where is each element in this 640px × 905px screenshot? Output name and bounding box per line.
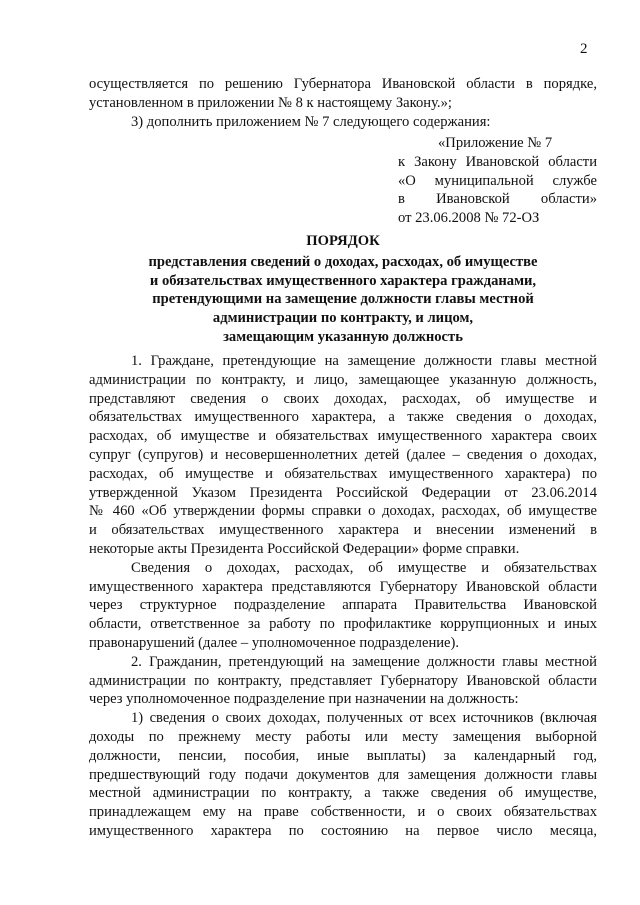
appendix-header: [398, 134, 597, 228]
text-line: 2. Гражданин, претендующий на замещение должности главы местной: [131, 653, 597, 670]
text-line: предшествующий году подачи документов для замещения должности главы: [89, 766, 597, 783]
text-line: имущественного характера по состоянию на первое число месяца,: [89, 822, 597, 839]
text-line: области, ответственное за работу по профилактике коррупционных и иных: [89, 616, 597, 633]
page-number: 2: [580, 41, 588, 57]
subtitle-line: замещающим указанную должность: [223, 328, 463, 345]
text-line: обязательствах имущественного характера, а также сведения о доходах,: [89, 409, 597, 426]
document-title: [89, 232, 597, 347]
text-line: расходах, об имуществе и обязательствах имущественного характера) по: [89, 465, 597, 482]
title-heading: ПОРЯДОК: [306, 233, 380, 249]
subtitle-line: представления сведений о доходах, расходах, об имуществе: [148, 253, 538, 270]
text-line: правонарушений (далее – уполномоченное подразделение).: [89, 634, 460, 651]
intro-text: [89, 75, 597, 131]
text-line: расходах, об имуществе и обязательствах имущественного характера своих: [89, 428, 597, 445]
text-line: Сведения о доходах, расходах, об имуществе и обязательствах: [131, 559, 597, 576]
text-line: должности, пенсии, пособия, иные выплаты) за календарный год,: [89, 747, 597, 764]
text-line: местной администрации по контракту, а также сведения об имуществе,: [89, 785, 597, 802]
text-line: утвержденной Указом Президента Российской Федерации от 23.06.2014: [89, 484, 597, 501]
text-line: через уполномоченное подразделение при назначении на должность:: [89, 691, 519, 708]
text-line: осуществляется по решению Губернатора Ивановской области в порядке,: [89, 76, 597, 92]
text-line: принадлежащем ему на праве собственности, и о своих обязательствах: [89, 804, 597, 821]
text-line: супруг (супругов) и несовершеннолетних детей (далее – сведения о доходах,: [89, 446, 597, 463]
text-line: администрации по контракту, и лицо, замещающее указанную должность,: [89, 371, 597, 388]
appendix-line: «Приложение № 7: [438, 135, 553, 151]
text-line: 1. Граждане, претендующие на замещение должности главы местной: [131, 353, 597, 369]
subtitle-line: администрации по контракту, и лицом,: [212, 310, 474, 327]
subtitle-line: и обязательствах имущественного характера гражданами,: [149, 272, 537, 289]
text-line: через структурное подразделение аппарата Правительства Ивановской: [89, 597, 597, 614]
text-line: установленном в приложении № 8 к настоящему Закону.»;: [89, 94, 452, 111]
subtitle-line: претендующими на замещение должности главы местной: [152, 291, 534, 308]
text-line: некоторые акты Президента Российской Федерации» форме справки.: [89, 540, 520, 557]
text-line: администрации по контракту, представляет Губернатору Ивановской области: [89, 672, 597, 689]
text-line: № 460 «Об утверждении формы справки о доходах, расходах, об имуществе: [89, 503, 597, 520]
text-line: имущественного характера представляются Губернатору Ивановской области: [89, 578, 597, 595]
appendix-line: от 23.06.2008 № 72-ОЗ: [398, 210, 540, 227]
body-text: [89, 352, 597, 841]
text-line: 3) дополнить приложением № 7 следующего содержания:: [131, 113, 491, 130]
text-line: доходы по прежнему месту работы или месту замещения выборной: [89, 728, 597, 745]
text-line: и обязательствах имущественного характера и внесении изменений в: [89, 522, 597, 539]
appendix-line: в Ивановской области»: [398, 191, 597, 208]
appendix-line: к Закону Ивановской области: [398, 153, 597, 170]
text-line: представляют сведения о своих доходах, расходах, об имуществе и: [89, 390, 597, 407]
appendix-line: «О муниципальной службе: [398, 172, 597, 189]
text-line: 1) сведения о своих доходах, полученных от всех источников (включая: [131, 710, 597, 727]
